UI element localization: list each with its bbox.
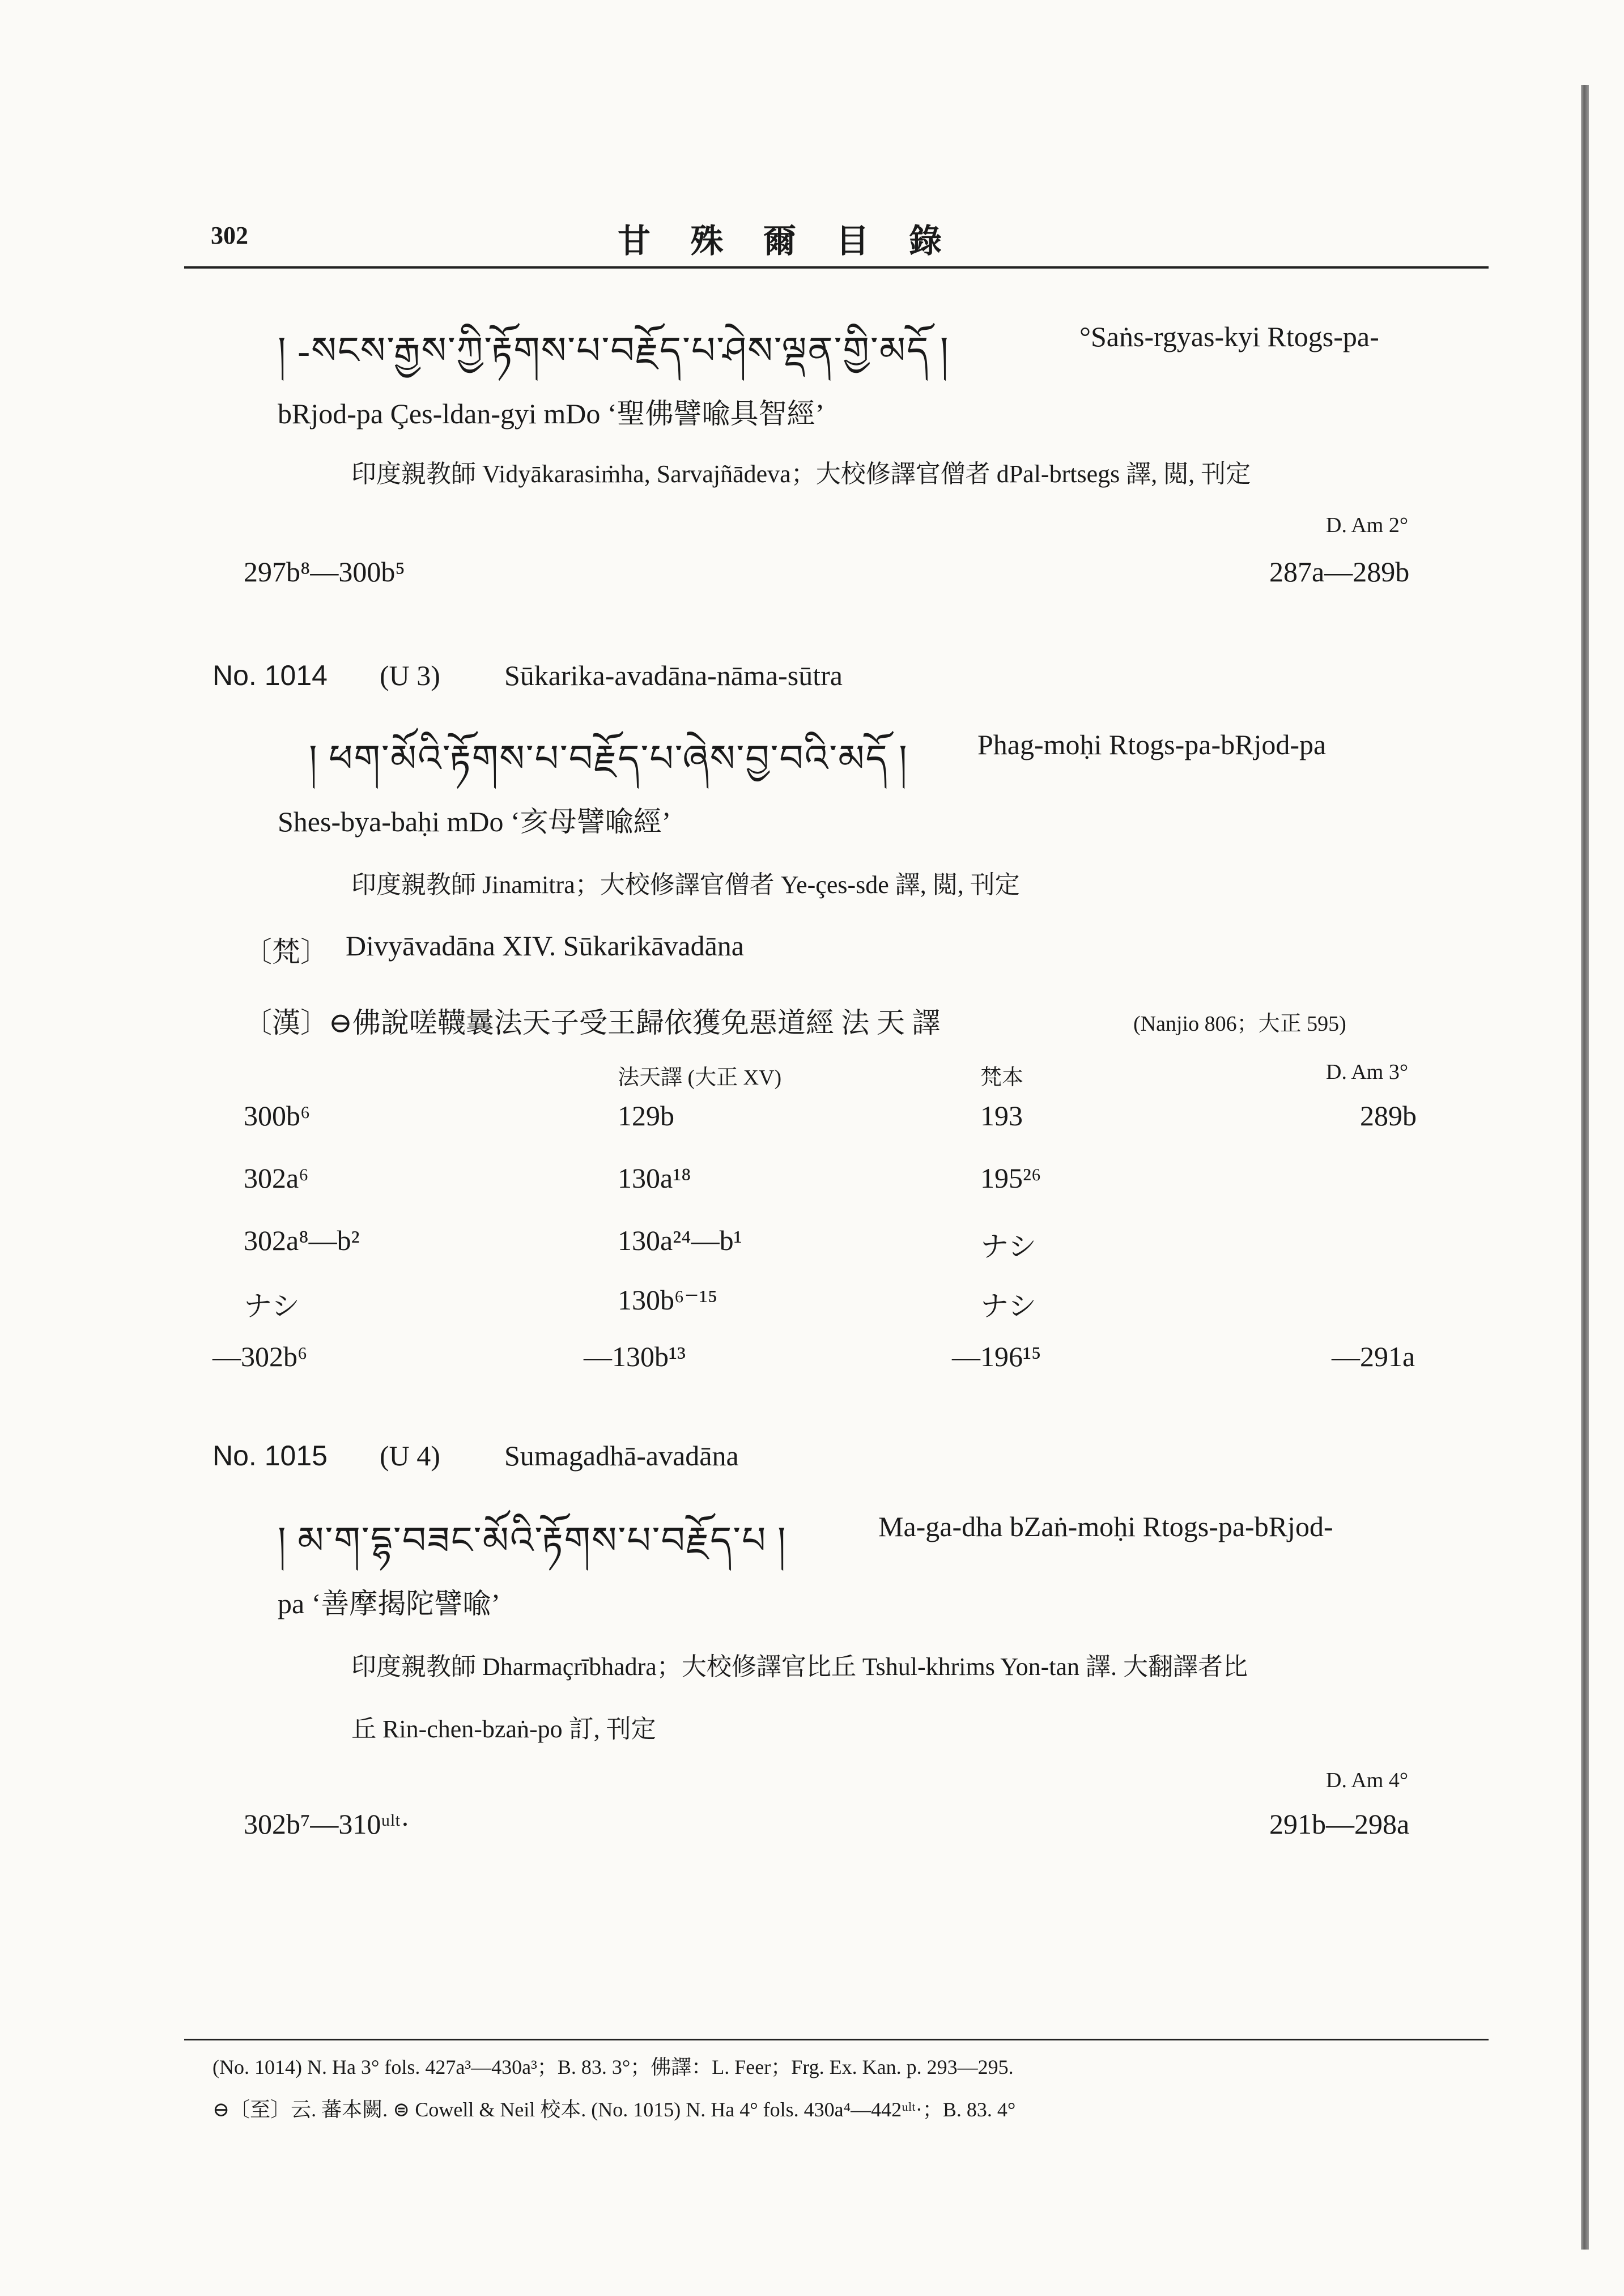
- table-cell: 300b⁶: [244, 1100, 311, 1132]
- sanskrit-title-1014: Sūkarika-avadāna-nāma-sūtra: [504, 660, 843, 691]
- sanskrit-title-1015: Sumagadhā-avadāna: [504, 1440, 739, 1472]
- table-cell: 302a⁶: [244, 1162, 309, 1194]
- table-cell: —196¹⁵: [952, 1341, 1041, 1372]
- translators-1015-line2: 丘 Rin-chen-bzaṅ-po 訂, 刊定: [351, 1715, 656, 1743]
- table-cell: 129b: [618, 1100, 674, 1132]
- folio-left-1015: 302b⁷—310ᵘˡᵗ·: [244, 1808, 410, 1840]
- translators-1013: 印度親教師 Vidyākarasiṁha, Sarvajñādeva；大校修譯官僧者 dPal-brtsegs 譯, 閲, 刊定: [351, 460, 1251, 488]
- entry-number-1015: No. 1015: [212, 1440, 328, 1472]
- folio-right-1013: 287a—289b: [1269, 556, 1410, 588]
- chinese-source-1014: ⊖佛說嗟韈曩法天子受王歸依獲免惡道經 法 天 譯: [329, 1007, 941, 1039]
- sanskrit-label-1014: 〔梵〕: [244, 936, 329, 968]
- transliteration-1015-line2: pa ‘善摩揭陀譬喩’: [278, 1588, 500, 1619]
- tibetan-title-1013: ། -སངས་རྒྱས་ཀྱི་རྟོགས་པ་བརྗོད་པ་ཤེས་ལྡན་གྱི་མདོ །: [278, 330, 950, 372]
- header-rule: [184, 266, 1489, 269]
- sanskrit-source-1014: Divyāvadāna XIV. Sūkarikāvadāna: [346, 930, 745, 962]
- table-cell: ナシ: [980, 1231, 1036, 1262]
- table-cell: 193: [980, 1100, 1023, 1132]
- table-header-sanskrit: 梵本: [980, 1066, 1024, 1090]
- transliteration-1013-line2: bRjod-pa Çes-ldan-gyi mDo ‘聖佛譬喩具智經’: [278, 398, 825, 430]
- page-number: 302: [211, 222, 248, 249]
- footnote-line-2: ⊖〔至〕云. 蕃本闕. ⊜ Cowell & Neil 校本. (No. 1015) N. Ha 4° fols. 430a⁴—442ᵘˡᵗ·；B. 83. 4°: [212, 2098, 1016, 2121]
- page-edge-shadow: [1581, 85, 1589, 2250]
- transliteration-1014-line1: Phag-moḥi Rtogs-pa-bRjod-pa: [977, 729, 1327, 760]
- table-cell: 130a²⁴—b¹: [618, 1224, 742, 1256]
- footnote-rule: [184, 2039, 1489, 2040]
- derge-ref-1013: D. Am 2°: [1326, 513, 1409, 537]
- translators-1014: 印度親教師 Jinamitra；大校修譯官僧者 Ye-çes-sde 譯, 閲, 刊定: [351, 871, 1020, 899]
- transliteration-1015-line1: Ma-ga-dha bZaṅ-moḥi Rtogs-pa-bRjod-: [878, 1511, 1333, 1542]
- footnote-line-1: (No. 1014) N. Ha 3° fols. 427a³—430a³；B. 83. 3°；佛譯：L. Feer；Frg. Ex. Kan. p. 293—295.: [212, 2056, 1014, 2078]
- table-cell: 302a⁸—b²: [244, 1224, 360, 1256]
- table-cell: ナシ: [980, 1290, 1036, 1322]
- transliteration-1014-line2: Shes-bya-baḥi mDo ‘亥母譬喩經’: [278, 806, 671, 837]
- transliteration-1013-line1: °Saṅs-rgyas-kyi Rtogs-pa-: [1079, 321, 1379, 352]
- table-cell: 130a¹⁸: [618, 1162, 691, 1194]
- entry-number-1014: No. 1014: [212, 660, 328, 691]
- translators-1015-line1: 印度親教師 Dharmaçrībhadra；大校修譯官比丘 Tshul-khrims Yon-tan 譯. 大翻譯者比: [351, 1653, 1248, 1681]
- table-cell: 289b: [1360, 1100, 1417, 1132]
- page-title: 甘 殊 爾 目 錄: [618, 223, 958, 260]
- table-header-fatian: 法天譯 (大正 XV): [618, 1066, 782, 1090]
- entry-code-1015: (U 4): [380, 1440, 440, 1472]
- table-cell: ナシ: [244, 1290, 300, 1322]
- table-header-derge: D. Am 3°: [1326, 1060, 1409, 1084]
- table-cell: —291a: [1332, 1341, 1415, 1372]
- table-cell: 195²⁶: [980, 1162, 1041, 1194]
- table-cell: —302b⁶: [212, 1341, 308, 1372]
- derge-ref-1015: D. Am 4°: [1326, 1768, 1409, 1792]
- entry-code-1014: (U 3): [380, 660, 440, 691]
- folio-left-1013: 297b⁸—300b⁵: [244, 556, 405, 588]
- chinese-ref-1014: (Nanjio 806；大正 595): [1133, 1012, 1346, 1036]
- chinese-label-1014: 〔漢〕: [244, 1007, 329, 1039]
- table-cell: 130b⁶⁻¹⁵: [618, 1284, 718, 1316]
- folio-right-1015: 291b—298a: [1269, 1808, 1410, 1840]
- table-cell: —130b¹³: [584, 1341, 686, 1372]
- tibetan-title-1015: ། མ་ག་དྷ་བཟང་མོའི་རྟོགས་པ་བརྗོད་པ །: [278, 1520, 787, 1562]
- tibetan-title-1014: ། ཕག་མོའི་རྟོགས་པ་བརྗོད་པ་ཞེས་བྱ་བའི་མདོ །: [309, 738, 908, 780]
